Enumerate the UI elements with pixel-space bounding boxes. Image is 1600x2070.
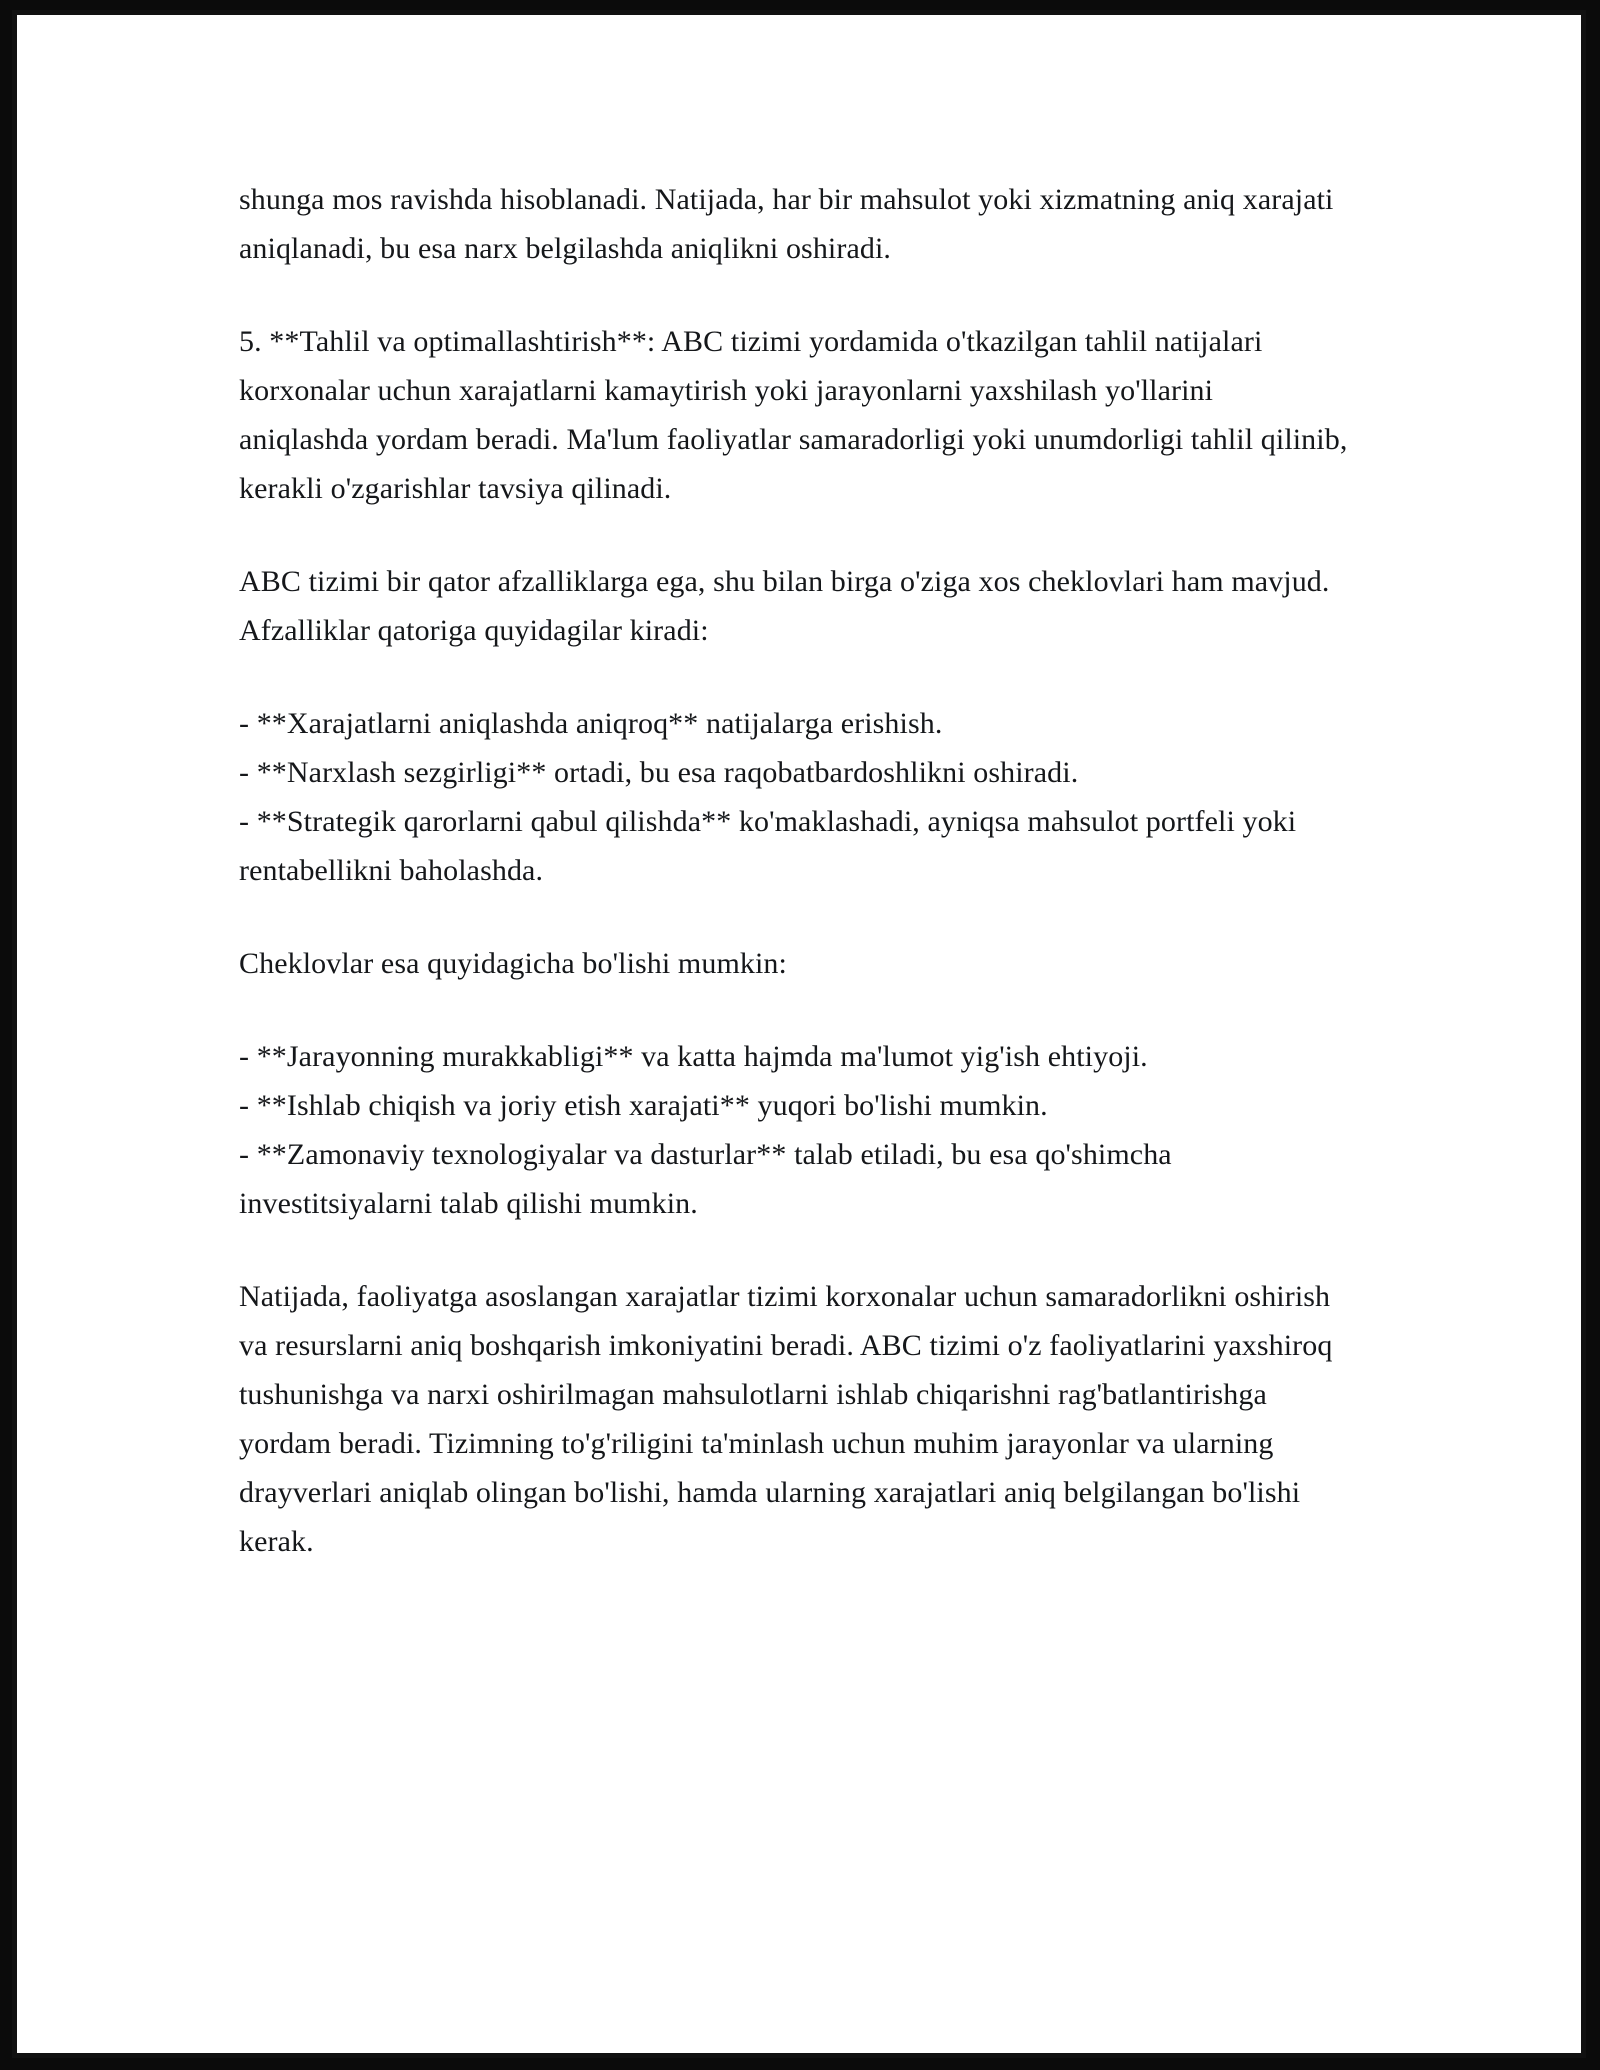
document-text-column	[239, 175, 1349, 1566]
list-item: - **Jarayonning murakkabligi** va katta hajmda ma'lumot yig'ish ehtiyoji.	[239, 1040, 1148, 1073]
list-item: - **Zamonaviy texnologiyalar va dasturlar** talab etiladi, bu esa qo'shimcha investitsiyalarni talab qilishi mumkin.	[239, 1138, 1172, 1220]
advantages-list	[239, 699, 1349, 895]
limitations-list	[239, 1032, 1349, 1228]
list-item: - **Ishlab chiqish va joriy etish xarajati** yuqori bo'lishi mumkin.	[239, 1089, 1048, 1122]
paragraph-limitations-intro: Cheklovlar esa quyidagicha bo'lishi mumkin:	[239, 947, 787, 980]
page-sheet	[12, 10, 1586, 2058]
list-item: - **Narxlash sezgirligi** ortadi, bu esa raqobatbardoshlikni oshiradi.	[239, 756, 1079, 789]
paragraph-continuation: shunga mos ravishda hisoblanadi. Natijada, har bir mahsulot yoki xizmatning aniq xarajati aniqlanadi, bu esa narx belgilashda aniqlikni oshiradi.	[239, 183, 1334, 265]
paragraph-item-5-tahlil-va-optimallashtirish: 5. **Tahlil va optimallashtirish**: ABC tizimi yordamida o'tkazilgan tahlil natijalari korxonalar uchun xarajatlarni kamaytirish yoki jarayonlarni yaxshilash yo'llarini aniqlashda yordam beradi. Ma'lum faoliyatlar samaradorligi yoki unumdorligi tahlil qilinib, kerakli o'zgarishlar tavsiya qilinadi.	[239, 325, 1348, 505]
paragraph-advantages-intro: ABC tizimi bir qator afzalliklarga ega, shu bilan birga o'ziga xos cheklovlari ham mavjud. Afzalliklar qatoriga quyidagilar kiradi:	[239, 565, 1330, 647]
list-item: - **Strategik qarorlarni qabul qilishda** ko'maklashadi, ayniqsa mahsulot portfeli yoki rentabellikni baholashda.	[239, 805, 1297, 887]
list-item: - **Xarajatlarni aniqlashda aniqroq** natijalarga erishish.	[239, 707, 943, 740]
paragraph-conclusion: Natijada, faoliyatga asoslangan xarajatlar tizimi korxonalar uchun samaradorlikni oshirish va resurslarni aniq boshqarish imkoniyatini beradi. ABC tizimi o'z faoliyatlarini yaxshiroq tushunishga va narxi oshirilmagan mahsulotlarni ishlab chiqarishni rag'batlantirishga yordam beradi. Tizimning to'g'riligini ta'minlash uchun muhim jarayonlar va ularning drayverlari aniqlab olingan bo'lishi, hamda ularning xarajatlari aniq belgilangan bo'lishi kerak.	[239, 1280, 1333, 1558]
page-body	[17, 15, 1581, 2053]
